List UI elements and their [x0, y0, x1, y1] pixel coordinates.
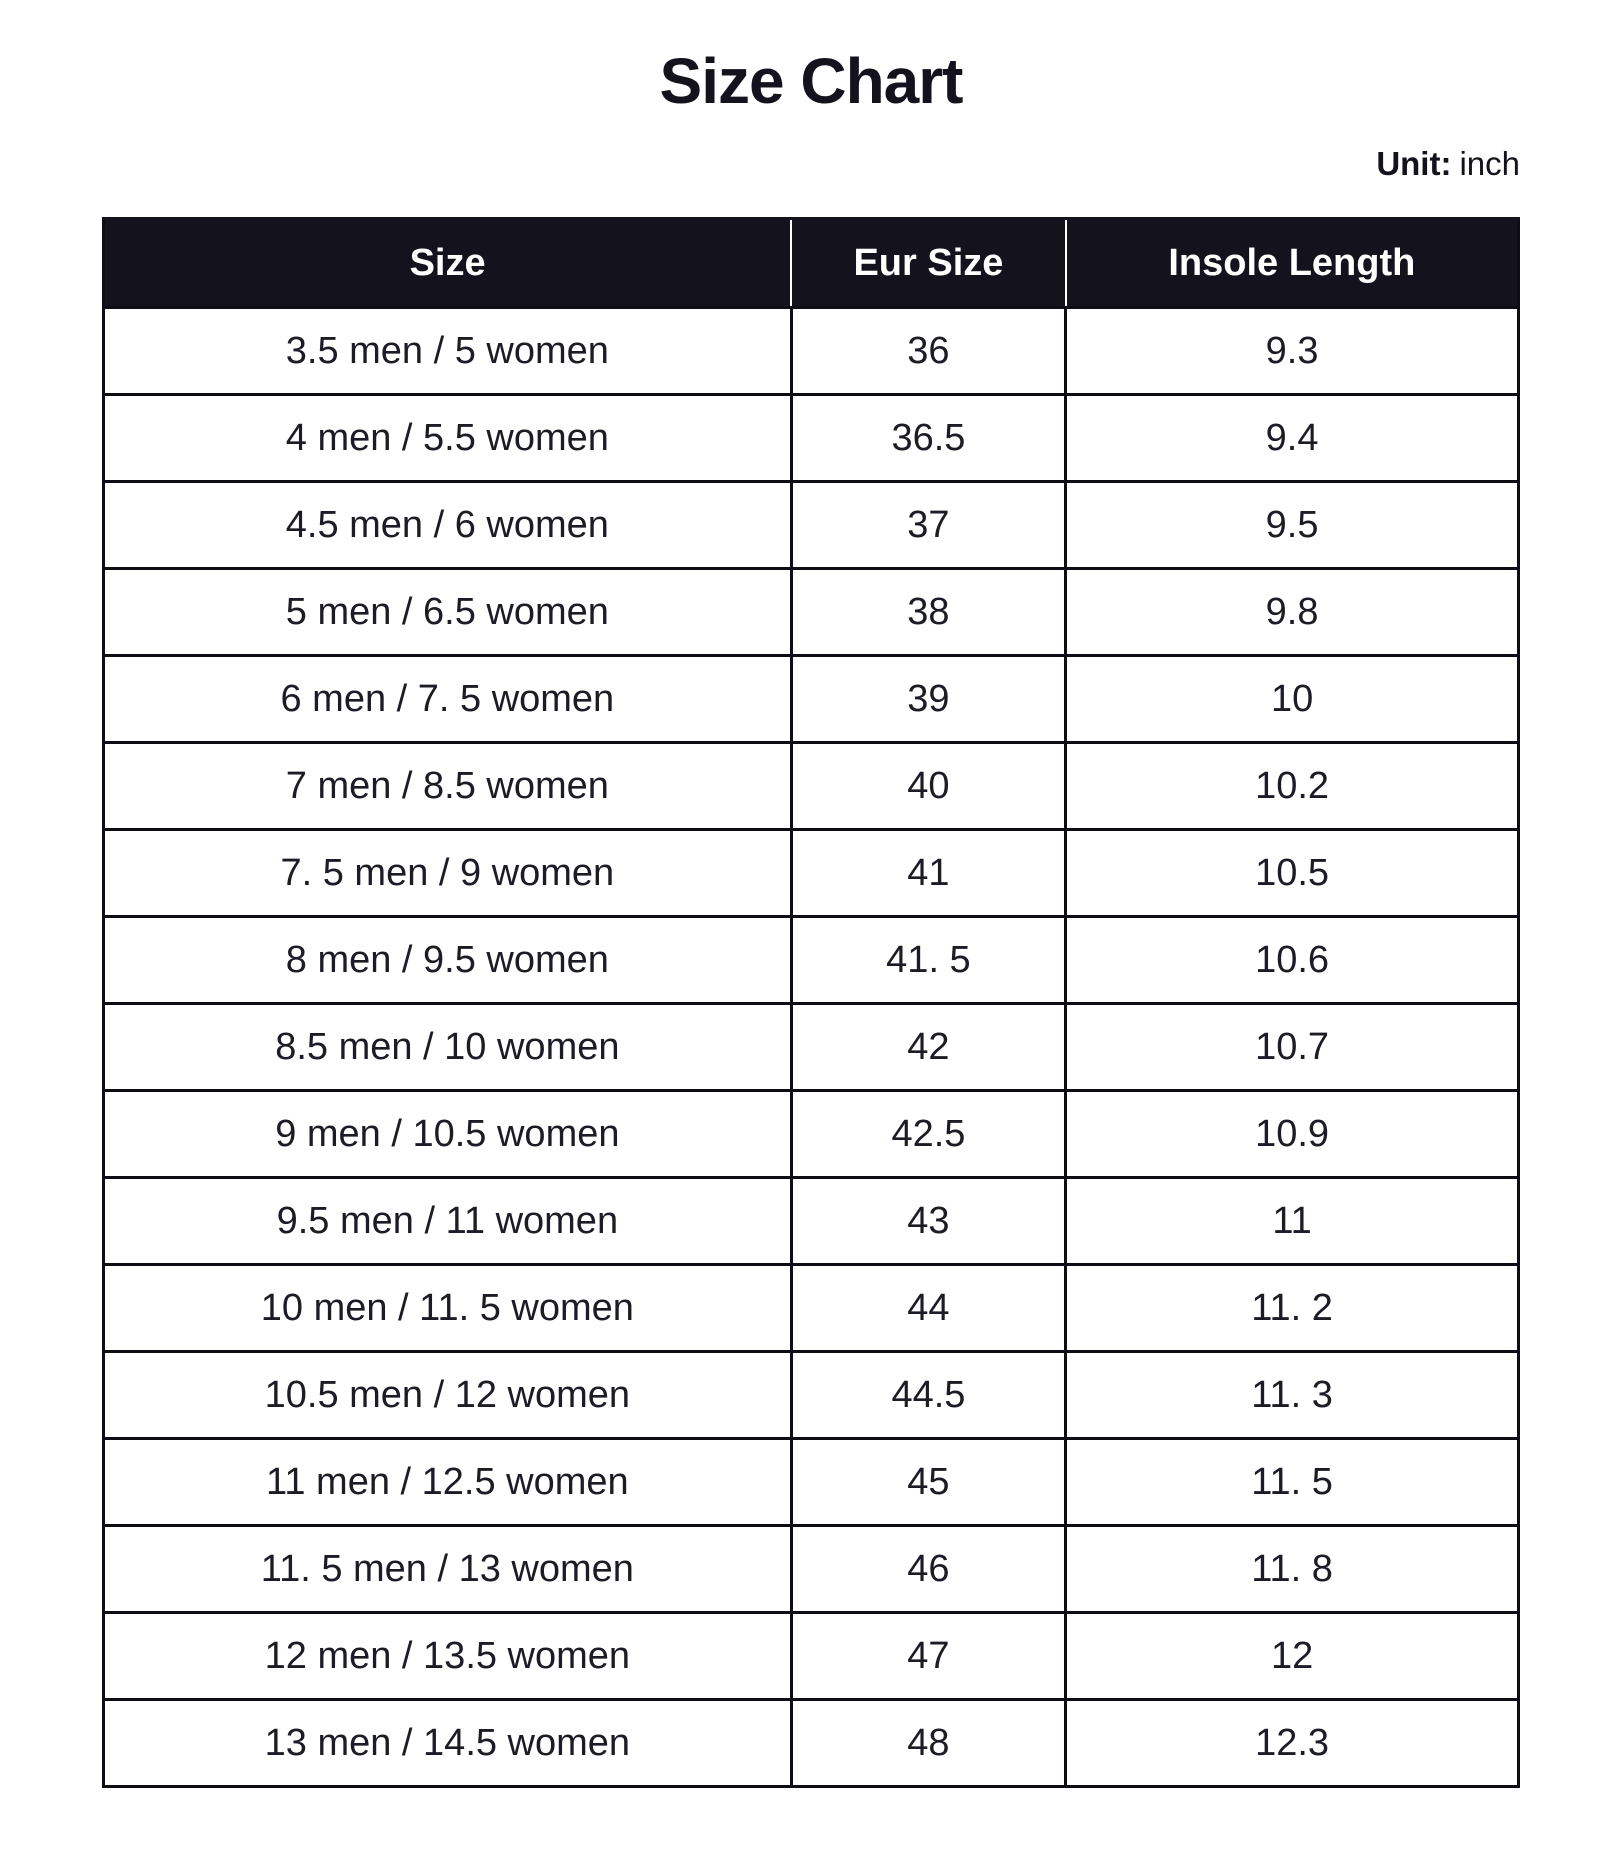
table-row — [104, 743, 1519, 830]
table-cell: 41 — [791, 830, 1066, 917]
table-cell: 38 — [791, 569, 1066, 656]
table-cell: 12.3 — [1066, 1700, 1519, 1787]
table-row — [104, 656, 1519, 743]
table-cell: 9 men / 10.5 women — [104, 1091, 792, 1178]
table-cell: 43 — [791, 1178, 1066, 1265]
table-cell: 44.5 — [791, 1352, 1066, 1439]
header-row — [104, 219, 1519, 308]
table-row — [104, 1265, 1519, 1352]
table-row — [104, 1004, 1519, 1091]
table-cell: 9.3 — [1066, 308, 1519, 395]
table-cell: 10.2 — [1066, 743, 1519, 830]
unit-label: Unit: — [1376, 145, 1452, 183]
size-table-body — [104, 308, 1519, 1787]
table-cell: 11 — [1066, 1178, 1519, 1265]
table-row — [104, 308, 1519, 395]
table-row — [104, 1700, 1519, 1787]
table-cell: 11. 5 men / 13 women — [104, 1526, 792, 1613]
table-cell: 10 men / 11. 5 women — [104, 1265, 792, 1352]
table-cell: 12 — [1066, 1613, 1519, 1700]
table-cell: 10.5 — [1066, 830, 1519, 917]
table-cell: 9.5 — [1066, 482, 1519, 569]
table-cell: 11. 5 — [1066, 1439, 1519, 1526]
table-row — [104, 1439, 1519, 1526]
table-cell: 44 — [791, 1265, 1066, 1352]
table-cell: 7. 5 men / 9 women — [104, 830, 792, 917]
table-cell: 9.8 — [1066, 569, 1519, 656]
size-chart-content — [102, 0, 1520, 1788]
table-cell: 48 — [791, 1700, 1066, 1787]
table-cell: 46 — [791, 1526, 1066, 1613]
column-header-insole-length: Insole Length — [1066, 219, 1519, 308]
table-cell: 3.5 men / 5 women — [104, 308, 792, 395]
table-cell: 13 men / 14.5 women — [104, 1700, 792, 1787]
table-cell: 11 men / 12.5 women — [104, 1439, 792, 1526]
table-row — [104, 395, 1519, 482]
table-cell: 10 — [1066, 656, 1519, 743]
table-row — [104, 1352, 1519, 1439]
table-cell: 10.5 men / 12 women — [104, 1352, 792, 1439]
table-cell: 5 men / 6.5 women — [104, 569, 792, 656]
table-cell: 7 men / 8.5 women — [104, 743, 792, 830]
size-table-header — [104, 219, 1519, 308]
table-row — [104, 1091, 1519, 1178]
column-header-size: Size — [104, 219, 792, 308]
table-cell: 37 — [791, 482, 1066, 569]
page-title: Size Chart — [659, 45, 963, 117]
table-cell: 11. 3 — [1066, 1352, 1519, 1439]
table-cell: 4.5 men / 6 women — [104, 482, 792, 569]
size-chart-table — [102, 217, 1520, 1788]
table-cell: 40 — [791, 743, 1066, 830]
table-row — [104, 482, 1519, 569]
table-cell: 12 men / 13.5 women — [104, 1613, 792, 1700]
table-cell: 10.6 — [1066, 917, 1519, 1004]
table-cell: 11. 8 — [1066, 1526, 1519, 1613]
table-cell: 36 — [791, 308, 1066, 395]
table-row — [104, 569, 1519, 656]
table-cell: 8.5 men / 10 women — [104, 1004, 792, 1091]
column-header-eur-size: Eur Size — [791, 219, 1066, 308]
table-cell: 45 — [791, 1439, 1066, 1526]
table-row — [104, 917, 1519, 1004]
table-cell: 41. 5 — [791, 917, 1066, 1004]
table-cell: 42.5 — [791, 1091, 1066, 1178]
table-cell: 10.9 — [1066, 1091, 1519, 1178]
table-cell: 8 men / 9.5 women — [104, 917, 792, 1004]
table-cell: 11. 2 — [1066, 1265, 1519, 1352]
unit-line — [102, 145, 1520, 183]
table-cell: 10.7 — [1066, 1004, 1519, 1091]
table-row — [104, 830, 1519, 917]
table-row — [104, 1178, 1519, 1265]
table-cell: 42 — [791, 1004, 1066, 1091]
table-cell: 36.5 — [791, 395, 1066, 482]
table-cell: 47 — [791, 1613, 1066, 1700]
table-row — [104, 1613, 1519, 1700]
table-cell: 9.5 men / 11 women — [104, 1178, 792, 1265]
table-cell: 6 men / 7. 5 women — [104, 656, 792, 743]
unit-value: inch — [1459, 145, 1520, 183]
table-cell: 39 — [791, 656, 1066, 743]
table-cell: 9.4 — [1066, 395, 1519, 482]
table-row — [104, 1526, 1519, 1613]
table-cell: 4 men / 5.5 women — [104, 395, 792, 482]
